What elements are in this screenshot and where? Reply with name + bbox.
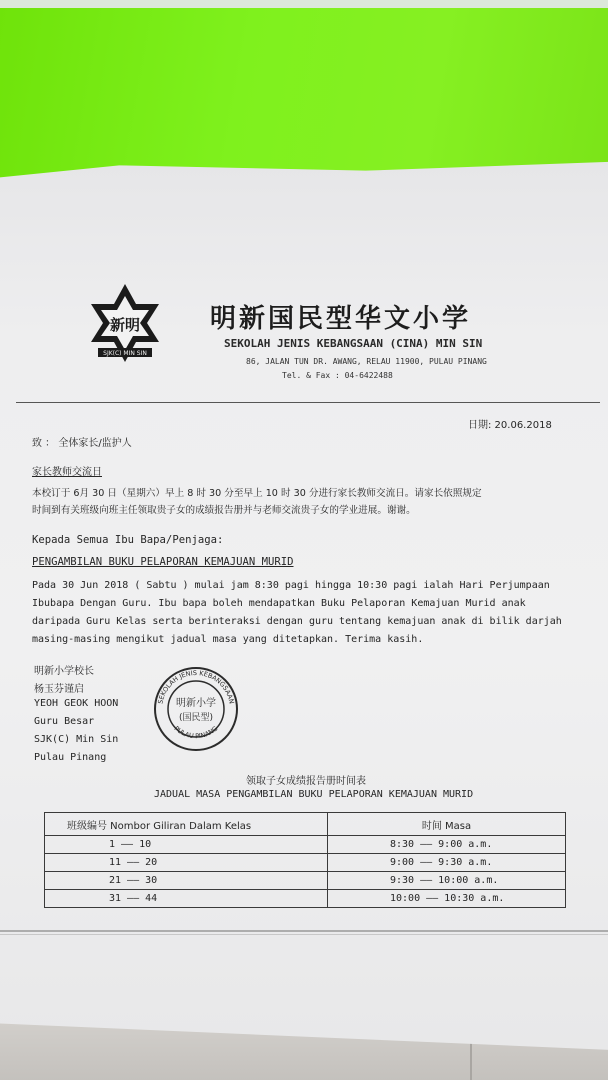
school-name-ms: SEKOLAH JENIS KEBANGSAAN (CINA) MIN SIN bbox=[224, 337, 483, 350]
recipient-zh: 致 ： 全体家长/监护人 bbox=[32, 438, 132, 449]
schedule-col2-header: 时间 Masa bbox=[328, 813, 566, 836]
schedule-time: 8:30 —— 9:00 a.m. bbox=[328, 836, 566, 854]
schedule-col1-header: 班级编号 Nombor Giliran Dalam Kelas bbox=[45, 813, 328, 836]
sign-title: Guru Besar bbox=[34, 716, 95, 727]
letter-date: 日期: 20.06.2018 bbox=[468, 420, 552, 431]
table-row bbox=[45, 890, 566, 908]
sign-zh-name: 杨玉芬谨启 bbox=[34, 684, 84, 695]
green-paper-edge bbox=[0, 0, 608, 8]
svg-text:PULAU PINANG bbox=[173, 724, 220, 740]
sign-place: Pulau Pinang bbox=[34, 752, 107, 763]
table-row bbox=[45, 836, 566, 854]
header-rule bbox=[16, 402, 600, 403]
sign-name: YEOH GEOK HOON bbox=[34, 698, 119, 709]
green-paper bbox=[0, 0, 608, 178]
school-tel: Tel. & Fax : 04-6422488 bbox=[282, 371, 393, 380]
body-ms-line1: Pada 30 Jun 2018 ( Sabtu ) mulai jam 8:30 pagi hingga 10:30 pagi ialah Hari Perjumpaan bbox=[32, 580, 550, 591]
body-ms-line2: Ibubapa Dengan Guru. Ibu bapa boleh mendapatkan Buku Pelaporan Kemajuan Murid anak bbox=[32, 598, 526, 609]
sign-school: SJK(C) Min Sin bbox=[34, 734, 119, 745]
stamp-ring-bottom: PULAU PINANG bbox=[172, 724, 220, 741]
schedule-time: 9:30 —— 10:00 a.m. bbox=[328, 872, 566, 890]
schedule-title-ms: JADUAL MASA PENGAMBILAN BUKU PELAPORAN KEMAJUAN MURID bbox=[154, 789, 474, 800]
schedule-time: 10:00 —— 10:30 a.m. bbox=[328, 890, 566, 908]
stamp-center-1: 明新小学 bbox=[176, 698, 216, 709]
body-ms-line4: masing-masing mengikut jadual masa yang ditetapkan. Terima kasih. bbox=[32, 634, 424, 645]
sign-zh-title: 明新小学校长 bbox=[34, 666, 94, 677]
logo-ribbon: SJK(C) MIN SIN bbox=[103, 350, 147, 357]
schedule-time: 9:00 —— 9:30 a.m. bbox=[328, 854, 566, 872]
stamp-center-2: (国民型) bbox=[178, 713, 214, 723]
logo-char: 新明 bbox=[109, 316, 141, 334]
school-stamp bbox=[152, 665, 240, 753]
schedule-header-row bbox=[45, 813, 566, 836]
recipient-ms: Kepada Semua Ibu Bapa/Penjaga: bbox=[32, 534, 224, 546]
table-row bbox=[45, 854, 566, 872]
schedule-range: 31 —— 44 bbox=[45, 890, 328, 908]
heading-ms: PENGAMBILAN BUKU PELAPORAN KEMAJUAN MURID bbox=[32, 556, 294, 568]
body-zh-line2: 时间到有关班级向班主任领取贵子女的成绩报告册并与老师交流贵子女的学业进展。谢谢。 bbox=[32, 505, 416, 516]
paper-fold bbox=[0, 930, 608, 932]
school-name-zh: 明新国民型华文小学 bbox=[210, 304, 472, 334]
body-zh-line1: 本校订于 6月 30 日（星期六）早上 8 时 30 分至早上 10 时 30 分进行家长教师交流日。请家长依照规定 bbox=[32, 488, 482, 499]
table-row bbox=[45, 872, 566, 890]
stamp-ring-top: SEKOLAH JENIS KEBANGSAAN bbox=[156, 668, 236, 705]
school-address: 86, JALAN TUN DR. AWANG, RELAU 11900, PULAU PINANG bbox=[246, 357, 487, 366]
schedule-range: 11 —— 20 bbox=[45, 854, 328, 872]
body-ms-line3: daripada Guru Kelas serta berinteraksi dengan guru tentang kemajuan anak di bilik darjah bbox=[32, 616, 562, 627]
schedule-range: 1 —— 10 bbox=[45, 836, 328, 854]
school-logo bbox=[84, 282, 166, 364]
schedule-table bbox=[44, 812, 566, 908]
schedule-title-zh: 领取子女成绩报告册时间表 bbox=[246, 776, 366, 787]
schedule-range: 21 —— 30 bbox=[45, 872, 328, 890]
heading-zh: 家长教师交流日 bbox=[32, 467, 102, 478]
paper-fold-shadow bbox=[0, 934, 608, 935]
